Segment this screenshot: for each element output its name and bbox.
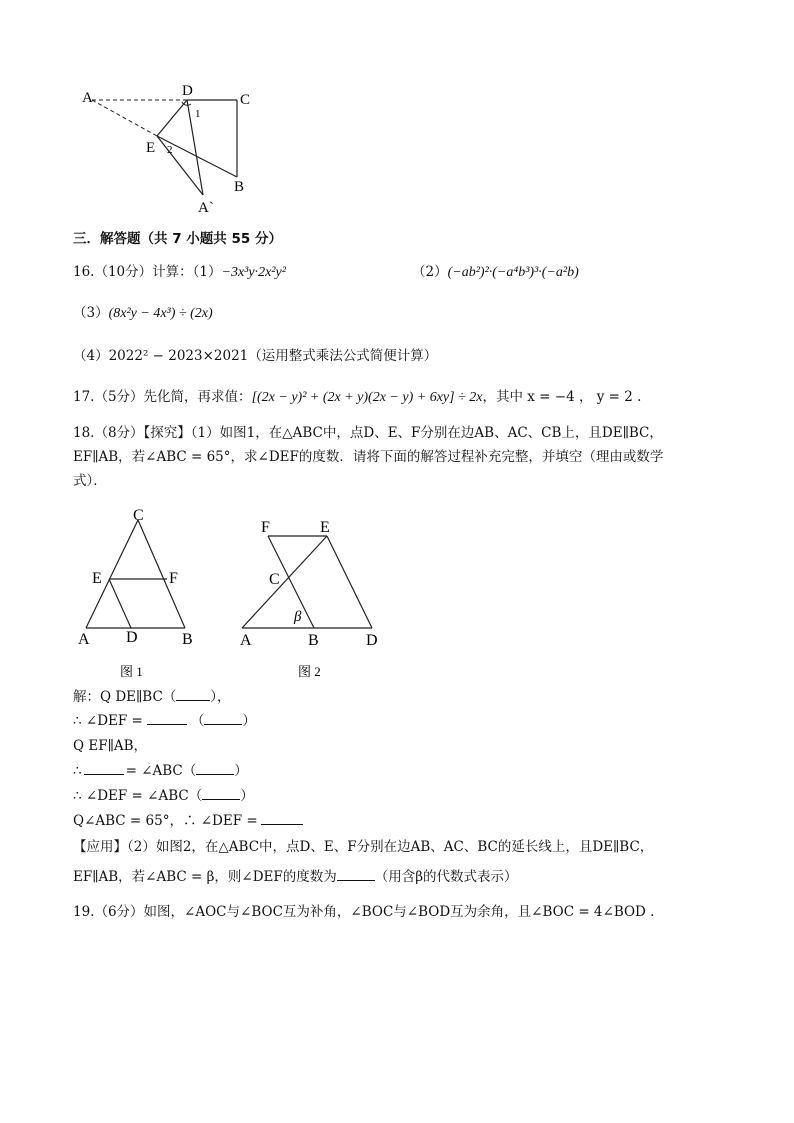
app-line2 [73, 868, 518, 886]
q16-head: 16.（10分）计算：（1） [73, 264, 222, 280]
fig2-label-e: E [320, 519, 330, 536]
sol2-text-a: ∴ ∠DEF = [73, 713, 143, 729]
sol4-text-a: ∴ [73, 763, 82, 779]
fig1-segment-ed [109, 579, 131, 628]
dashed-ae [92, 100, 157, 136]
fig1-label-b: B [182, 631, 193, 648]
label-b: B [234, 179, 245, 195]
q17-line [73, 388, 641, 407]
fig1-side-cb [138, 520, 185, 628]
segment-ea-prime [157, 136, 203, 195]
q16-part3: (8x²y − 4x³) ÷ (2x) [108, 306, 213, 321]
sol2-blank2[interactable] [204, 712, 242, 725]
fig1-label-d: D [126, 629, 138, 646]
q16-part1: −3x³y·2x²y² [221, 265, 286, 280]
sol2-text-b: （ [190, 713, 205, 729]
fig1-label-c: C [133, 507, 144, 524]
label-a: A [82, 90, 93, 106]
segment-eb [157, 136, 237, 177]
fig2-label-f: F [261, 519, 270, 536]
fig1-label-e: E [92, 570, 102, 587]
q17-expr: [(2x − y)² + (2x + y)(2x − y) + 6xy] ÷ 2x [251, 390, 483, 405]
sol4-text-b: = ∠ABC（ [125, 763, 197, 779]
fig2-label-c: C [269, 571, 280, 588]
label-a-prime: A` [198, 200, 214, 216]
fig2-label-beta: β [294, 609, 302, 625]
fig2-label-b: B [308, 632, 319, 649]
q17-head: 17.（5分）先化简，再求值： [73, 389, 252, 405]
sol5-text-a: ∴ ∠DEF = ∠ABC（ [73, 788, 203, 804]
q18-line2: EF∥AB，若∠ABC = 65°，求∠DEF的度数．请将下面的解答过程补充完整，并填空（理由或数学 [73, 449, 664, 465]
q16-part3-label: （3） [73, 305, 109, 321]
fig1-label-f: F [169, 570, 178, 587]
fig2-segment-ed [327, 536, 372, 628]
sol-line1 [73, 688, 231, 706]
angle-label-1: 1 [195, 108, 201, 120]
q18-line3: 式）． [73, 473, 107, 489]
app-line1: 【应用】（2）如图2，在△ABC中，点D、E、F分别在边AB、AC、BC的延长线上，且DE∥BC， [73, 839, 654, 855]
app2-text-a: EF∥AB，若∠ABC = β，则∠DEF的度数为 [73, 869, 337, 885]
sol4-text-c: ） [234, 763, 248, 779]
fig2-label-d: D [366, 632, 378, 649]
label-d: D [182, 83, 193, 99]
label-c: C [240, 92, 251, 108]
sol-line5 [73, 787, 254, 805]
sol5-text-b: ） [240, 788, 254, 804]
q16-part2: (−ab²)²·(−a⁴b³)³·(−a²b) [447, 265, 579, 280]
section-title: 三．解答题（共 7 小题共 55 分） [73, 231, 282, 247]
figure-2 [232, 508, 392, 683]
q19-line: 19.（6分）如图，∠AOC与∠BOC互为补角，∠BOC与∠BOD互为余角，且∠BOC = 4∠BOD . [73, 904, 655, 920]
sol-line6 [73, 812, 303, 830]
q16-line3 [73, 304, 213, 323]
sol-line2 [73, 712, 256, 730]
fig2-label-a: A [240, 632, 252, 649]
sol4-blank1[interactable] [84, 762, 124, 775]
sol-line4 [73, 762, 248, 780]
sol5-blank[interactable] [202, 787, 240, 800]
q16-part2-label: （2） [412, 264, 448, 280]
sol2-blank1[interactable] [147, 712, 187, 725]
figure-1 [72, 503, 202, 683]
sol2-text-c: ） [242, 713, 256, 729]
sol1-blank[interactable] [176, 688, 210, 701]
sol-line3: Q EF∥AB， [73, 738, 147, 754]
app2-text-b: （用含β的代数式表示） [374, 869, 518, 885]
q16-line1 [73, 263, 286, 282]
app2-blank[interactable] [337, 868, 375, 881]
sol1-text-b: ）， [210, 689, 231, 705]
q18-line1: 18.（8分）【探究】（1）如图1，在△ABC中，点D、E、F分别在边AB、AC、CB上，且DE∥BC， [73, 425, 663, 441]
q16-part2-line [412, 263, 579, 282]
q17-tail: ，其中 x = −4 ， y = 2 . [482, 389, 642, 405]
q16-part4: （4）2022² − 2023×2021（运用整式乘法公式简便计算） [73, 348, 438, 364]
segment-de [157, 100, 187, 136]
fold-figure [78, 80, 258, 220]
sol1-text-a: 解：Q DE∥BC（ [73, 689, 177, 705]
sol4-blank2[interactable] [196, 762, 234, 775]
fig2-segment-ae [242, 536, 327, 628]
sol6-blank[interactable] [261, 812, 303, 825]
fig2-caption: 图 2 [298, 664, 321, 679]
label-e: E [146, 140, 156, 156]
fig1-caption: 图 1 [120, 664, 143, 679]
angle-label-2: 2 [167, 144, 173, 156]
sol6-text: Q∠ABC = 65°，∴ ∠DEF = [73, 813, 258, 829]
fig1-label-a: A [78, 631, 90, 648]
